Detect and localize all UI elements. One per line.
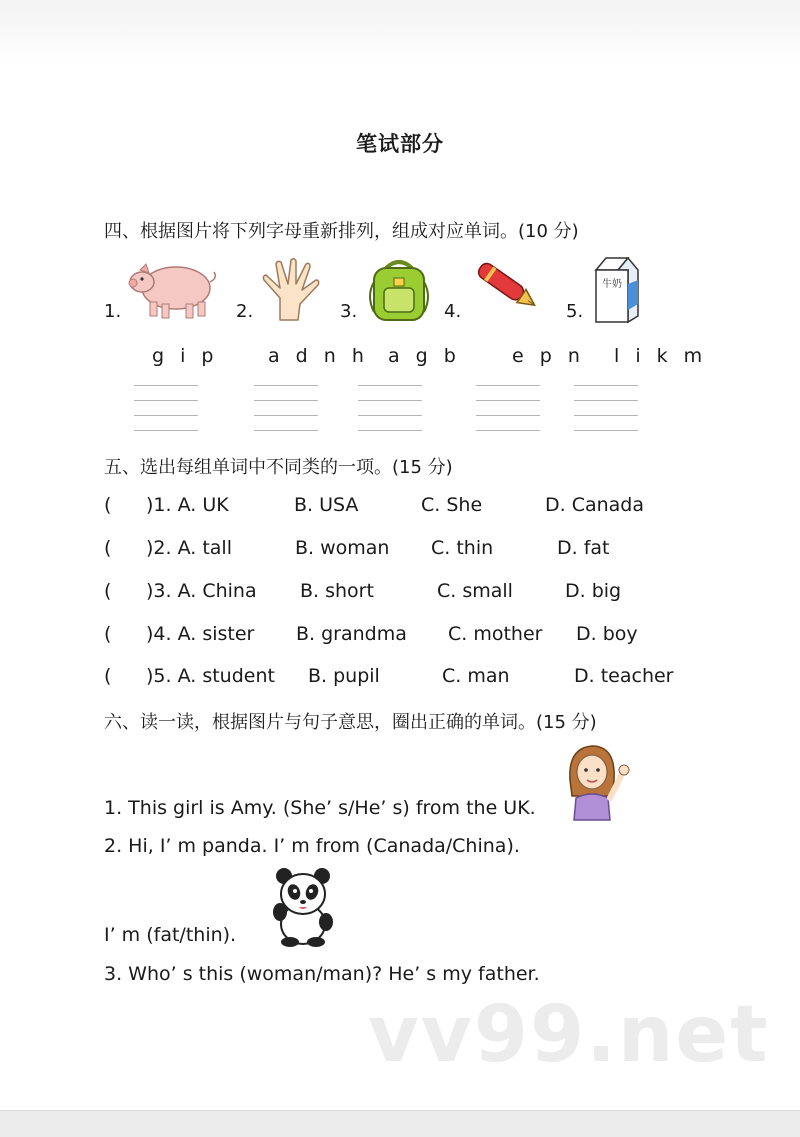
q1-paren[interactable]: ( [104,494,112,516]
q1-option-a: )1. A. UK [146,494,229,516]
item1-letters: g i p [152,345,219,367]
q3-option-c: C. small [437,580,513,602]
q4-option-b: B. grandma [296,623,407,645]
q3-option-b: B. short [300,580,374,602]
item4-number: 4. [444,301,462,322]
bag-icon [364,258,434,324]
q1-option-c: C. She [421,494,483,516]
panda-icon [270,866,336,946]
section4-heading: 四、根据图片将下列字母重新排列，组成对应单词。(10 分) [104,221,579,242]
q3-option-a: )3. A. China [146,580,257,602]
q4-option-a: )4. A. sister [146,623,255,645]
sentence-2: 2. Hi, I’ m panda. I’ m from (Canada/China). [104,835,520,857]
q2-option-b: B. woman [295,537,390,559]
q2-option-a: )2. A. tall [146,537,232,559]
item1-number: 1. [104,301,122,322]
q4-paren[interactable]: ( [104,623,112,645]
q5-option-c: C. man [442,665,510,687]
hand-icon [258,258,324,322]
q1-option-b: B. USA [294,494,359,516]
milk-label-text: 牛奶 [602,279,622,290]
pig-icon [128,256,218,322]
q3-paren[interactable]: ( [104,580,112,602]
page-bottom-edge [0,1110,800,1137]
q5-paren[interactable]: ( [104,665,112,687]
item2-number: 2. [236,301,254,322]
sentence-2b: I’ m (fat/thin). [104,924,237,946]
q3-option-d: D. big [565,580,622,602]
milk-carton-icon [588,254,644,324]
page-title: 笔试部分 [356,132,444,156]
pen-icon [470,258,550,318]
q5-option-b: B. pupil [308,665,380,687]
q2-paren[interactable]: ( [104,537,112,559]
item5-letters: l i k m [614,345,708,367]
q5-option-d: D. teacher [574,665,674,687]
q2-option-d: D. fat [557,537,610,559]
watermark: vv99.net [368,990,770,1080]
q1-option-d: D. Canada [545,494,645,516]
q4-option-d: D. boy [576,623,638,645]
item3-number: 3. [340,301,358,322]
page-top-edge [0,0,800,66]
sentence-1: 1. This girl is Amy. (She’ s/He’ s) from the UK. [104,797,536,819]
q5-option-a: )5. A. student [146,665,275,687]
q4-option-c: C. mother [448,623,543,645]
sentence-3: 3. Who’ s this (woman/man)? He’ s my father. [104,963,540,985]
section6-heading: 六、读一读，根据图片与句子意思，圈出正确的单词。(15 分) [104,712,597,733]
item3-letters: a g b [388,345,461,367]
item4-letters: e p n [512,345,585,367]
item5-number: 5. [566,301,584,322]
item2-letters: a d n h [268,345,369,367]
q2-option-c: C. thin [431,537,494,559]
girl-icon [562,740,634,820]
section5-heading: 五、选出每组单词中不同类的一项。(15 分) [104,457,453,478]
